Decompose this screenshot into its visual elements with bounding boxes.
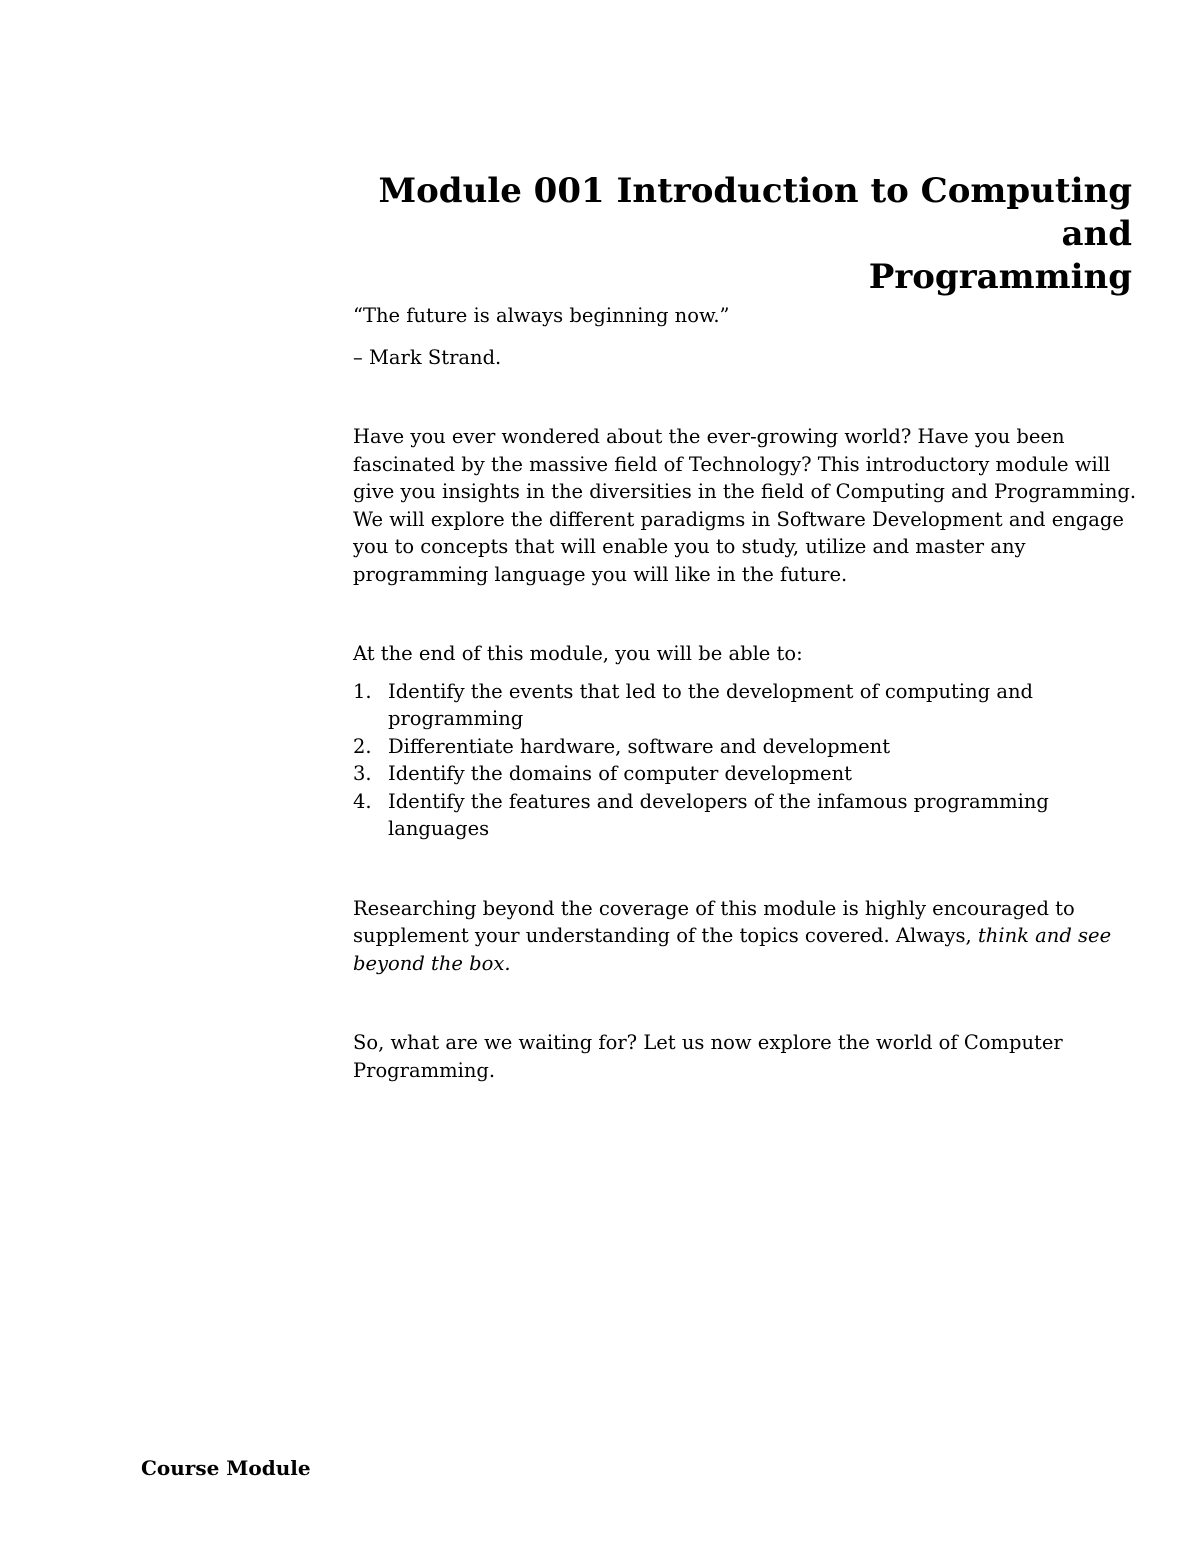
- list-item: [353, 678, 1143, 733]
- list-item-number: 2.: [353, 734, 372, 758]
- list-item: [353, 760, 1143, 788]
- footer-label: Course Module: [141, 1456, 311, 1480]
- list-item-number: 3.: [353, 762, 372, 785]
- list-item-text: Identify the features and developers of the infamous programming languages: [388, 789, 1049, 840]
- title-line-2: Programming: [868, 257, 1132, 297]
- objectives-list: [353, 678, 1143, 843]
- list-item-text: Identify the events that led to the development of computing and programming: [388, 679, 1034, 730]
- page-title: [372, 170, 1132, 299]
- research-paragraph: [353, 895, 1143, 978]
- title-line-1: Module 001 Introduction to Computing and: [378, 171, 1132, 254]
- module-content: [353, 302, 1143, 1084]
- closing-paragraph: So, what are we waiting for? Let us now explore the world of Computer Programming.: [353, 1031, 1063, 1082]
- quote-text: “The future is always beginning now.”: [353, 304, 730, 327]
- list-item: [353, 733, 1143, 761]
- research-text: Researching beyond the coverage of this module is highly encouraged to supplement your understanding of the topics covered. Always,: [353, 896, 1075, 947]
- research-emphasis: think and see beyond the box.: [353, 924, 1112, 975]
- objectives-lead: At the end of this module, you will be able to:: [353, 642, 803, 665]
- quote-author: – Mark Strand.: [353, 345, 502, 369]
- intro-paragraph: Have you ever wondered about the ever-growing world? Have you been fascinated by the massive field of Technology? This introductory module will give you insights in the diversities in the field of Computing and Programming. We will explore the different paradigms in Software Development and engage you to concepts that will enable you to study, utilize and master any programming language you will like in the future.: [353, 425, 1137, 586]
- list-item-text: Identify the domains of computer development: [388, 762, 852, 785]
- list-item-number: 4.: [353, 789, 372, 813]
- list-item: [353, 788, 1143, 843]
- list-item-number: 1.: [353, 679, 372, 703]
- list-item-text: Differentiate hardware, software and development: [388, 734, 891, 758]
